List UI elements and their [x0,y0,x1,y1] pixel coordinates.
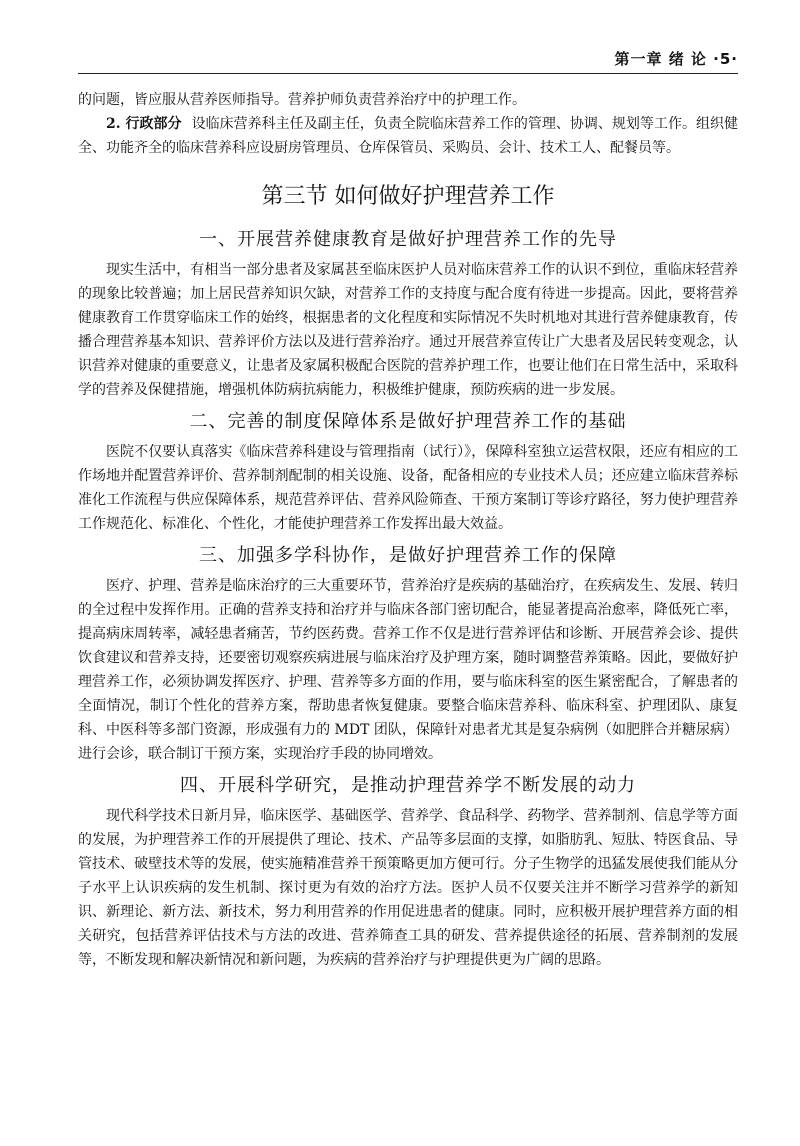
page-content [78,88,738,972]
continued-paragraph: 的问题，皆应服从营养医师指导。营养护师负责营养治疗中的护理工作。 [78,92,526,108]
administration-body: 设临床营养科主任及副主任，负责全院临床营养工作的管理、协调、规划等工作。组织健全、功能齐全的临床营养科应设厨房管理员、仓库保管员、采购员、会计、技术工人、配餐员等。 [78,116,739,156]
paragraph-2: 医院不仅要认真落实《临床营养科建设与管理指南（试行）》，保障科室独立运营权限，还应有相应的工作场地并配置营养评价、营养制剂配制的相关设施、设备，配备相应的专业技术人员；还应建立临床营养标准化工作流程与供应保障体系，规范营养评估、营养风险筛查、干预方案制订等诊疗路径，努力使护理营养工作规范化、标准化、个性化，才能使护理营养工作发挥出最大效益。 [78,444,738,532]
section-title: 第三节 如何做好护理营养工作 [261,184,555,209]
running-header: 第一章 绪 论 ·5· [614,50,738,68]
subheading-2: 二、完善的制度保障体系是做好护理营养工作的基础 [189,411,627,432]
subheading-4: 四、开展科学研究，是推动护理营养学不断发展的动力 [180,775,636,796]
administration-paragraph [78,112,738,160]
administration-lead: 2. 行政部分 [106,116,182,132]
header-rule [78,73,738,74]
paragraph-4: 现代科学技术日新月异，临床医学、基础医学、营养学、食品科学、药物学、营养制剂、信息学等方面的发展，为护理营养工作的开展提供了理论、技术、产品等多层面的支撑，如脂肪乳、短肽、特医食品、导管技术、破壁技术等的发展，使实施精准营养干预策略更加方便可行。分子生物学的迅猛发展使我们能从分子水平上认识疾病的发生机制、探讨更为有效的治疗方法。医护人员不仅要关注并不断学习营养学的新知识、新理论、新方法、新技术，努力利用营养的作用促进患者的健康。同时，应积极开展护理营养方面的相关研究，包括营养评估技术与方法的改进、营养筛查工具的研发、营养提供途径的拓展、营养制剂的发展等，不断发现和解决新情况和新问题，为疾病的营养治疗与护理提供更为广阔的思路。 [78,808,738,968]
paragraph-1: 现实生活中，有相当一部分患者及家属甚至临床医护人员对临床营养工作的认识不到位，重临床轻营养的现象比较普遍；加上居民营养知识欠缺，对营养工作的支持度与配合度有待进一步提高。因此，要将营养健康教育工作贯穿临床工作的始终，根据患者的文化程度和实际情况不失时机地对其进行营养健康教育，传播合理营养基本知识、营养评价方法以及进行营养治疗。通过开展营养宣传让广大患者及居民转变观念，认识营养对健康的重要意义，让患者及家属积极配合医院的营养护理工作，也要让他们在日常生活中，采取科学的营养及保健措施，增强机体防病抗病能力，积极维护健康，预防疾病的进一步发展。 [78,262,738,398]
subheading-1: 一、开展营养健康教育是做好护理营养工作的先导 [199,229,617,250]
subheading-3: 三、加强多学科协作，是做好护理营养工作的保障 [199,545,617,566]
paragraph-3: 医疗、护理、营养是临床治疗的三大重要环节，营养治疗是疾病的基础治疗，在疾病发生、发展、转归的全过程中发挥作用。正确的营养支持和治疗并与临床各部门密切配合，能显著提高治愈率，降低死亡率，提高病床周转率，减轻患者痛苦，节约医药费。营养工作不仅是进行营养评估和诊断、开展营养会诊、提供饮食建议和营养支持，还要密切观察疾病进展与临床治疗及护理方案，随时调整营养策略。因此，要做好护理营养工作，必须协调发挥医疗、护理、营养等多方面的作用，要与临床科室的医生紧密配合，了解患者的全面情况，制订个性化的营养方案，帮助患者恢复健康。要整合临床营养科、临床科室、护理团队、康复科、中医科等多部门资源，形成强有力的 MDT 团队，保障针对患者尤其是复杂病例（如肥胖合并糖尿病）进行会诊，联合制订干预方案，实现治疗手段的协同增效。 [78,578,738,762]
